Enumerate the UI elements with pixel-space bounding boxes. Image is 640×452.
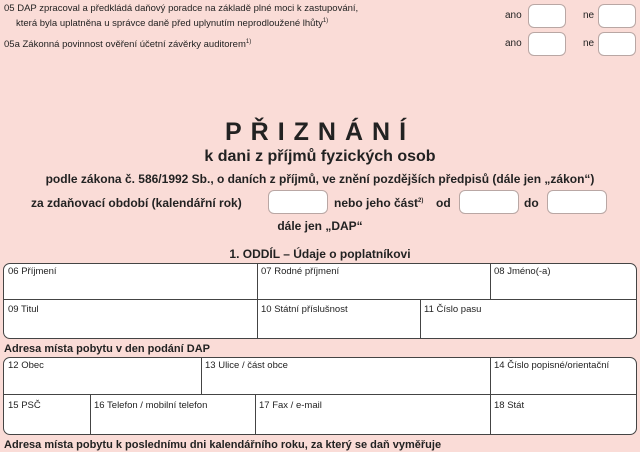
period-part-label: nebo jeho část$^{2)}$: [334, 196, 424, 210]
row-05-yes-label: ano: [505, 10, 522, 21]
field-14-house-number[interactable]: 14 Číslo popisné/orientační: [494, 360, 610, 371]
field-08-first-name[interactable]: 08 Jméno(-a): [494, 266, 551, 277]
section-1-title: 1. ODDÍL – Údaje o poplatníkovi: [229, 247, 411, 261]
field-11-passport[interactable]: 11 Číslo pasu: [424, 304, 482, 315]
field-10-nationality[interactable]: 10 Státní příslušnost: [261, 304, 348, 315]
field-09-title[interactable]: 09 Titul: [8, 304, 39, 315]
period-from-input[interactable]: [459, 190, 519, 214]
address-lastday-heading: Adresa místa pobytu k poslednímu dni kalendářního roku, za který se daň vyměřuje: [4, 439, 442, 451]
period-label: za zdaňovací období (kalendářní rok): [31, 196, 242, 210]
row-05-no-label: ne: [583, 10, 595, 21]
taxpayer-grid: [3, 263, 637, 339]
form-title: PŘIZNÁNÍ: [224, 118, 416, 146]
field-15-postal-code[interactable]: 15 PSČ: [8, 400, 41, 411]
row-05-yes-checkbox[interactable]: [528, 4, 566, 28]
field-16-phone[interactable]: 16 Telefon / mobilní telefon: [94, 400, 208, 411]
row-05a-no-label: ne: [583, 38, 595, 49]
row-05a-yes-label: ano: [505, 38, 522, 49]
field-07-birth-surname[interactable]: 07 Rodné příjmení: [261, 266, 340, 277]
row-05a-yes-checkbox[interactable]: [528, 32, 566, 56]
field-12-municipality[interactable]: 12 Obec: [8, 360, 44, 371]
address-grid: [3, 357, 637, 435]
period-from-label: od: [436, 196, 451, 210]
field-13-street[interactable]: 13 Ulice / část obce: [205, 360, 288, 371]
field-17-fax-email[interactable]: 17 Fax / e-mail: [259, 400, 322, 411]
dap-label: dále jen „DAP“: [277, 219, 363, 233]
period-to-input[interactable]: [547, 190, 607, 214]
row-05-no-checkbox[interactable]: [598, 4, 636, 28]
address-current-heading: Adresa místa pobytu v den podání DAP: [4, 343, 210, 355]
field-18-country[interactable]: 18 Stát: [494, 400, 525, 411]
period-to-label: do: [524, 196, 539, 210]
form-subtitle: k dani z příjmů fyzických osob: [204, 148, 436, 165]
law-line: podle zákona č. 586/1992 Sb., o daních z příjmů, ve znění pozdějších předpisů (dále jen „zákon“): [45, 172, 595, 186]
field-06-surname[interactable]: 06 Příjmení: [8, 266, 57, 277]
row-05a-no-checkbox[interactable]: [598, 32, 636, 56]
row-05-text: 05 DAP zpracoval a předkládá daňový poradce na základě plné moci k zastupování, která byla uplatněna u správce daně před uplynutím neprodloužené lhůty$^{1)}$: [4, 3, 359, 30]
row-05a-text: 05a Zákonná povinnost ověření účetní závěrky auditorem$^{1)}$: [4, 39, 252, 51]
period-year-input[interactable]: [268, 190, 328, 214]
